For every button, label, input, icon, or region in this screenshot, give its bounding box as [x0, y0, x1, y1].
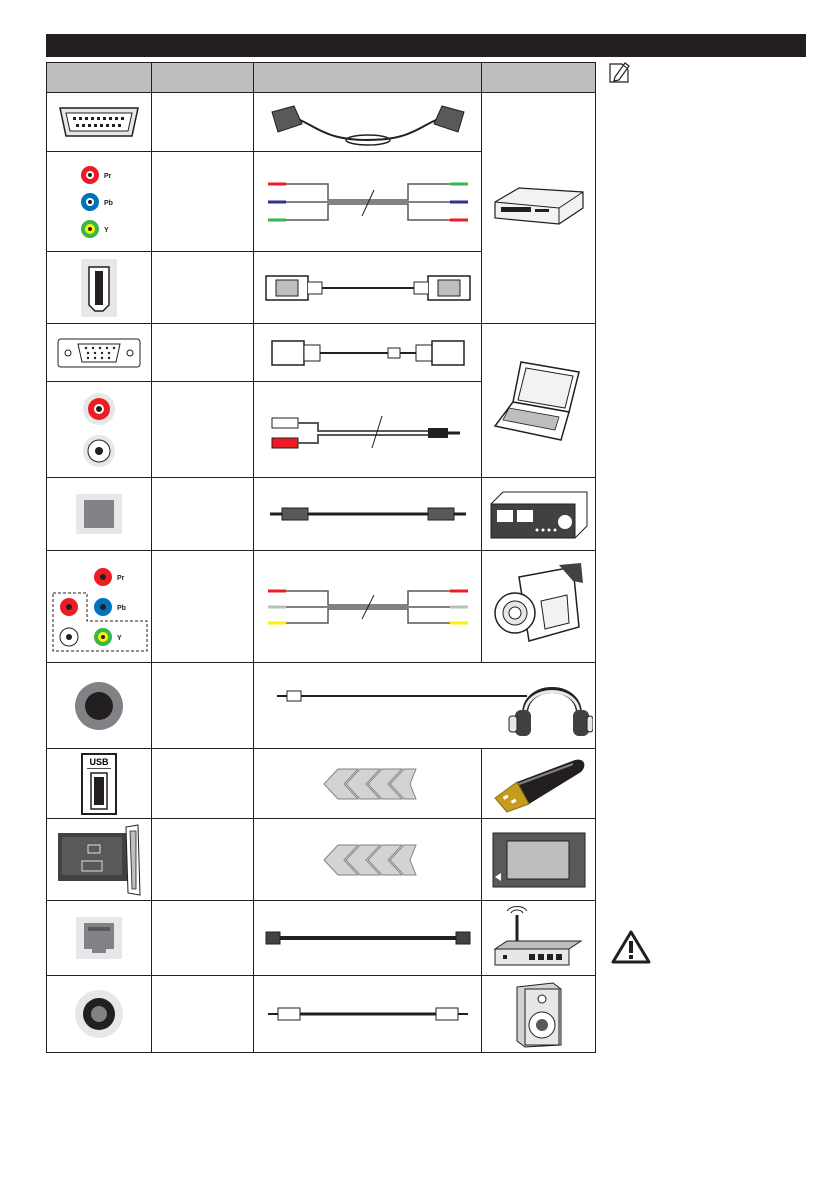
ethernet-port-icon [47, 901, 152, 976]
header-cables [254, 63, 482, 93]
warning-triangle-icon [610, 928, 652, 966]
vga-cable-icon [254, 324, 482, 382]
table-row [47, 976, 596, 1053]
scart-socket-icon [47, 93, 152, 152]
headphone-type-cell [152, 663, 254, 749]
section-header-bar [46, 34, 806, 57]
table-row [47, 749, 596, 819]
av-cable-icon [254, 551, 482, 663]
table-row [47, 324, 596, 382]
ethernet-type-cell [152, 901, 254, 976]
component-ypbpr-sockets-icon [47, 152, 152, 252]
pr-label: Pr [117, 574, 125, 582]
ci-type-cell [152, 819, 254, 901]
pb-label: Pb [117, 604, 126, 612]
table-row [47, 663, 596, 749]
lan-cable-icon [254, 901, 482, 976]
component-type-cell [152, 152, 254, 252]
hdmi-socket-icon [47, 252, 152, 324]
usb-port-icon [47, 749, 152, 819]
cam-module-icon [482, 819, 596, 901]
optical-spdif-socket-icon [47, 478, 152, 551]
audio-type-cell [152, 382, 254, 478]
insert-arrows-icon [254, 749, 482, 819]
usb-label: USB [89, 756, 109, 767]
camcorder-icon [482, 551, 596, 663]
pb-label: Pb [104, 199, 113, 207]
table-row [47, 551, 596, 663]
subwoofer-icon [482, 976, 596, 1053]
table-header-row [47, 63, 596, 93]
table-row [47, 901, 596, 976]
audio-cable-icon [254, 382, 482, 478]
side-notes [606, 60, 806, 960]
coaxial-type-cell [152, 976, 254, 1053]
scart-cable-icon [254, 93, 482, 152]
coaxial-socket-icon [47, 976, 152, 1053]
y-label: Y [104, 226, 109, 234]
component-cable-icon [254, 152, 482, 252]
hdmi-type-cell [152, 252, 254, 324]
scart-type-cell [152, 93, 254, 152]
usb-stick-icon [482, 749, 596, 819]
router-icon [482, 901, 596, 976]
hdmi-cable-icon [254, 252, 482, 324]
table-row [47, 93, 596, 152]
dvd-player-icon [482, 93, 596, 324]
optical-type-cell [152, 478, 254, 551]
headphone-cable-icon [254, 663, 596, 749]
note-pencil-icon [606, 60, 632, 86]
table-row [47, 478, 596, 551]
insert-arrows-icon [254, 819, 482, 901]
header-device [482, 63, 596, 93]
audio-lr-sockets-icon [47, 382, 152, 478]
vga-socket-icon [47, 324, 152, 382]
side-av-type-cell [152, 551, 254, 663]
amplifier-icon [482, 478, 596, 551]
headphone-jack-icon [47, 663, 152, 749]
header-connector [47, 63, 152, 93]
ci-slot-icon [47, 819, 152, 901]
table-row [47, 819, 596, 901]
y-label: Y [117, 634, 122, 642]
coaxial-cable-icon [254, 976, 482, 1053]
connections-table [46, 62, 596, 1053]
pr-label: Pr [104, 172, 112, 180]
side-av-sockets-icon [47, 551, 152, 663]
vga-type-cell [152, 324, 254, 382]
optical-cable-icon [254, 478, 482, 551]
header-type [152, 63, 254, 93]
usb-type-cell [152, 749, 254, 819]
laptop-icon [482, 324, 596, 478]
